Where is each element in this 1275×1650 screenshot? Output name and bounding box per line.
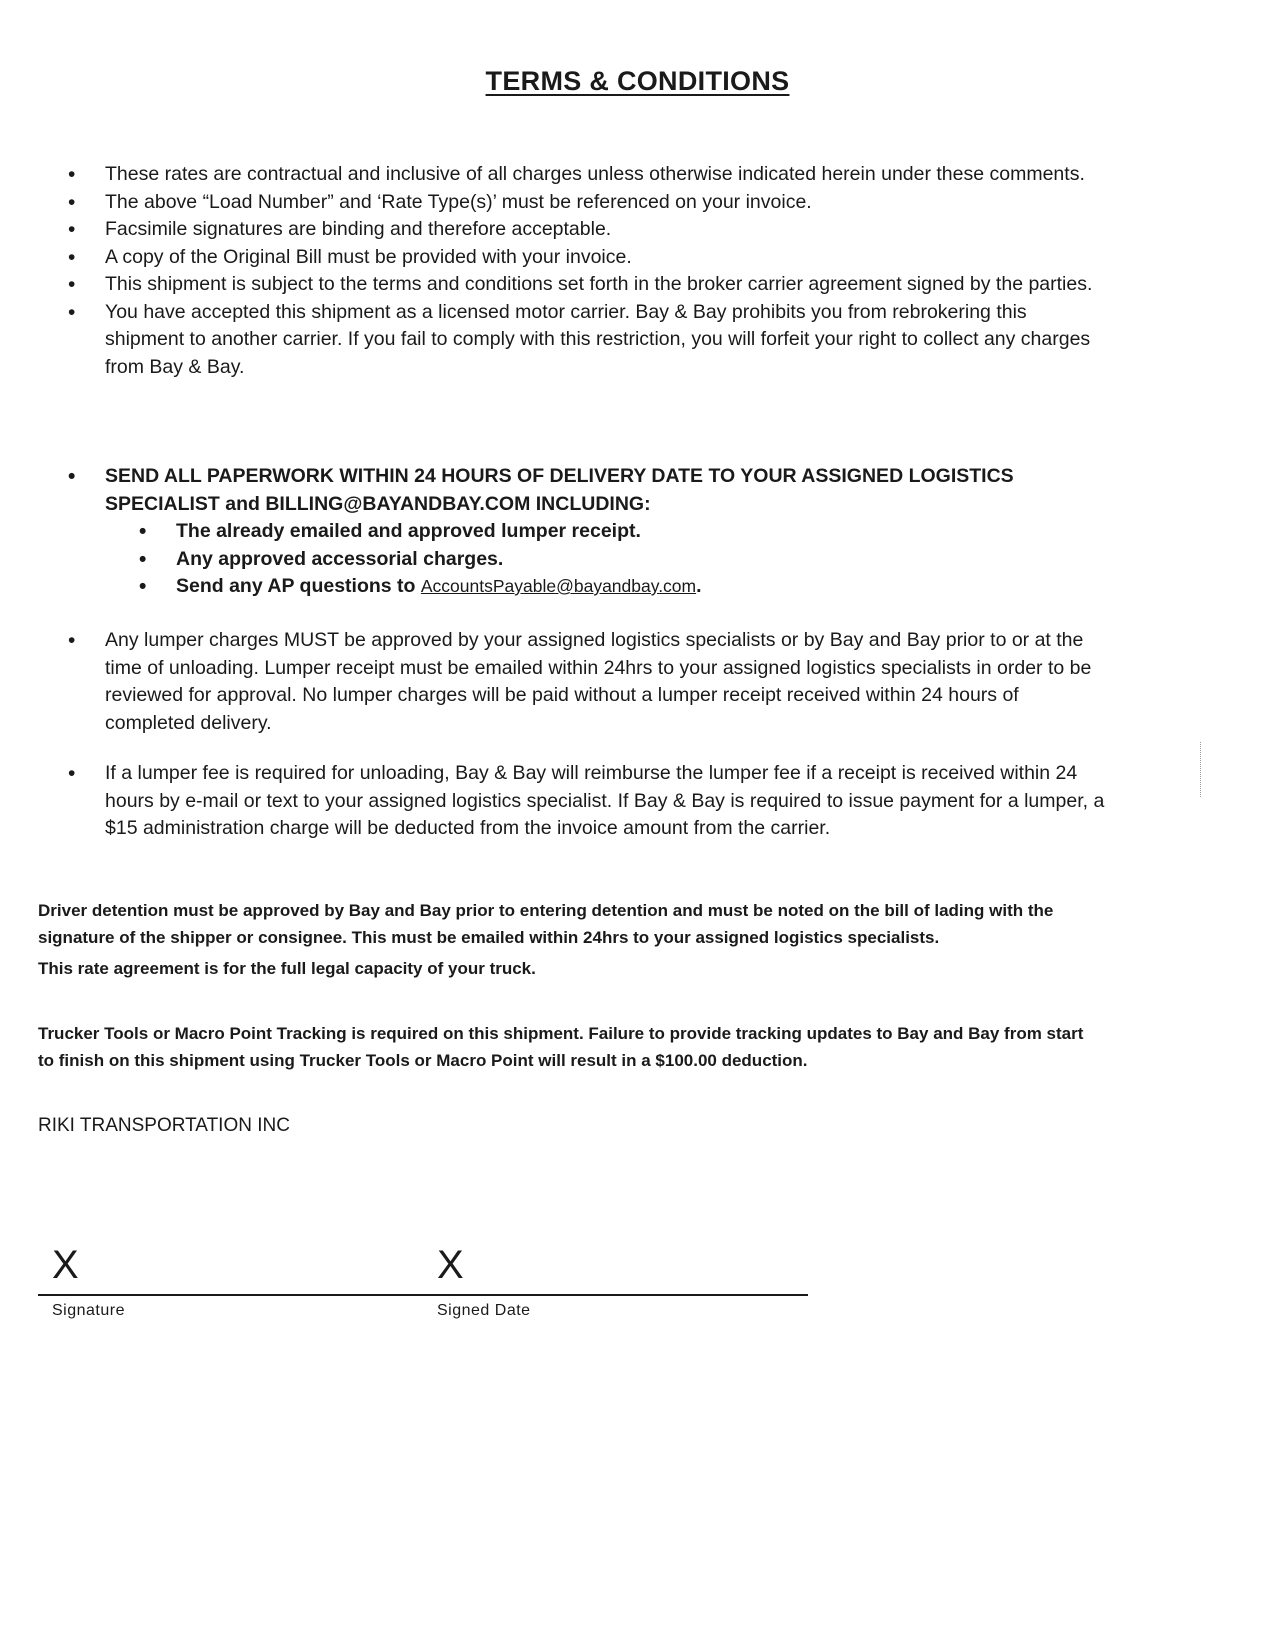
signed-date-x-mark[interactable]: X [437,1243,464,1287]
paperwork-subitem-lumper-receipt: • The already emailed and approved lumper receipt. [139,518,1108,546]
signed-date-label: Signed Date [437,1302,531,1319]
term-item-rebrokering: • You have accepted this shipment as a licensed motor carrier. Bay & Bay prohibits you from rebrokering this shipment to another carrier. If you fail to comply with this restriction, you will forfeit your right to collect any charges from Bay & Bay. [68,299,1108,382]
paperwork-subitem-ap-questions [139,573,1108,601]
paperwork-heading: SEND ALL PAPERWORK WITHIN 24 HOURS OF DELIVERY DATE TO YOUR ASSIGNED LOGISTICS SPECIALIST and BILLING@BAYANDBAY.COM INCLUDING: [105,465,1014,515]
detention-paragraph [38,897,1098,982]
term-item-rates: • These rates are contractual and inclusive of all charges unless otherwise indicated herein under these comments. [68,161,1108,189]
paperwork-list [68,463,1108,601]
accounts-payable-email-link[interactable]: AccountsPayable@bayandbay.com [420,576,697,596]
paperwork-subitem-accessorial: • Any approved accessorial charges. [139,546,1108,574]
page-title: TERMS & CONDITIONS [485,66,790,96]
scan-artifact [1200,742,1201,797]
detention-text: Driver detention must be approved by Bay and Bay prior to entering detention and must be noted on the bill of lading with the signature of the shipper or consignee. This must be emailed within 24hrs to your assigned logistics specialists. [38,901,1054,947]
term-item-original-bill: • A copy of the Original Bill must be provided with your invoice. [68,244,1108,272]
paperwork-item [68,463,1108,601]
term-item-load-number: • The above “Load Number” and ‘Rate Type(s)’ must be referenced on your invoice. [68,189,1108,217]
tracking-paragraph [38,1020,1098,1074]
carrier-name: RIKI TRANSPORTATION INC [38,1115,290,1136]
signature-line [38,1294,808,1296]
paperwork-sublist [105,518,1108,601]
term-item-lumper-approval: • Any lumper charges MUST be approved by your assigned logistics specialists or by Bay and Bay prior to or at the time of unloading. Lumper receipt must be emailed within 24hrs to your assigned logistics specialists in order to be reviewed for approval. No lumper charges will be paid without a lumper receipt received within 24 hours of completed delivery. [68,627,1108,737]
ap-questions-text: Send any AP questions to [176,575,421,597]
lumper-fee-list [68,760,1108,843]
lumper-list [68,627,1108,737]
term-item-broker-agreement: • This shipment is subject to the terms and conditions set forth in the broker carrier agreement signed by the parties. [68,271,1108,299]
signature-x-mark[interactable]: X [52,1243,79,1287]
tracking-text: Trucker Tools or Macro Point Tracking is required on this shipment. Failure to provide tracking updates to Bay and Bay from start to finish on this shipment using Trucker Tools or Macro Point will result in a $100.00 deduction. [38,1024,1084,1070]
capacity-text: This rate agreement is for the full legal capacity of your truck. [38,959,536,978]
term-item-facsimile: • Facsimile signatures are binding and therefore acceptable. [68,216,1108,244]
terms-list [68,161,1108,381]
ap-questions-suffix: . [696,575,702,597]
signature-label: Signature [52,1302,125,1319]
term-item-lumper-fee: • If a lumper fee is required for unloading, Bay & Bay will reimburse the lumper fee if a receipt is received within 24 hours by e-mail or text to your assigned logistics specialist. If Bay & Bay is required to issue payment for a lumper, a $15 administration charge will be deducted from the invoice amount from the carrier. [68,760,1108,843]
